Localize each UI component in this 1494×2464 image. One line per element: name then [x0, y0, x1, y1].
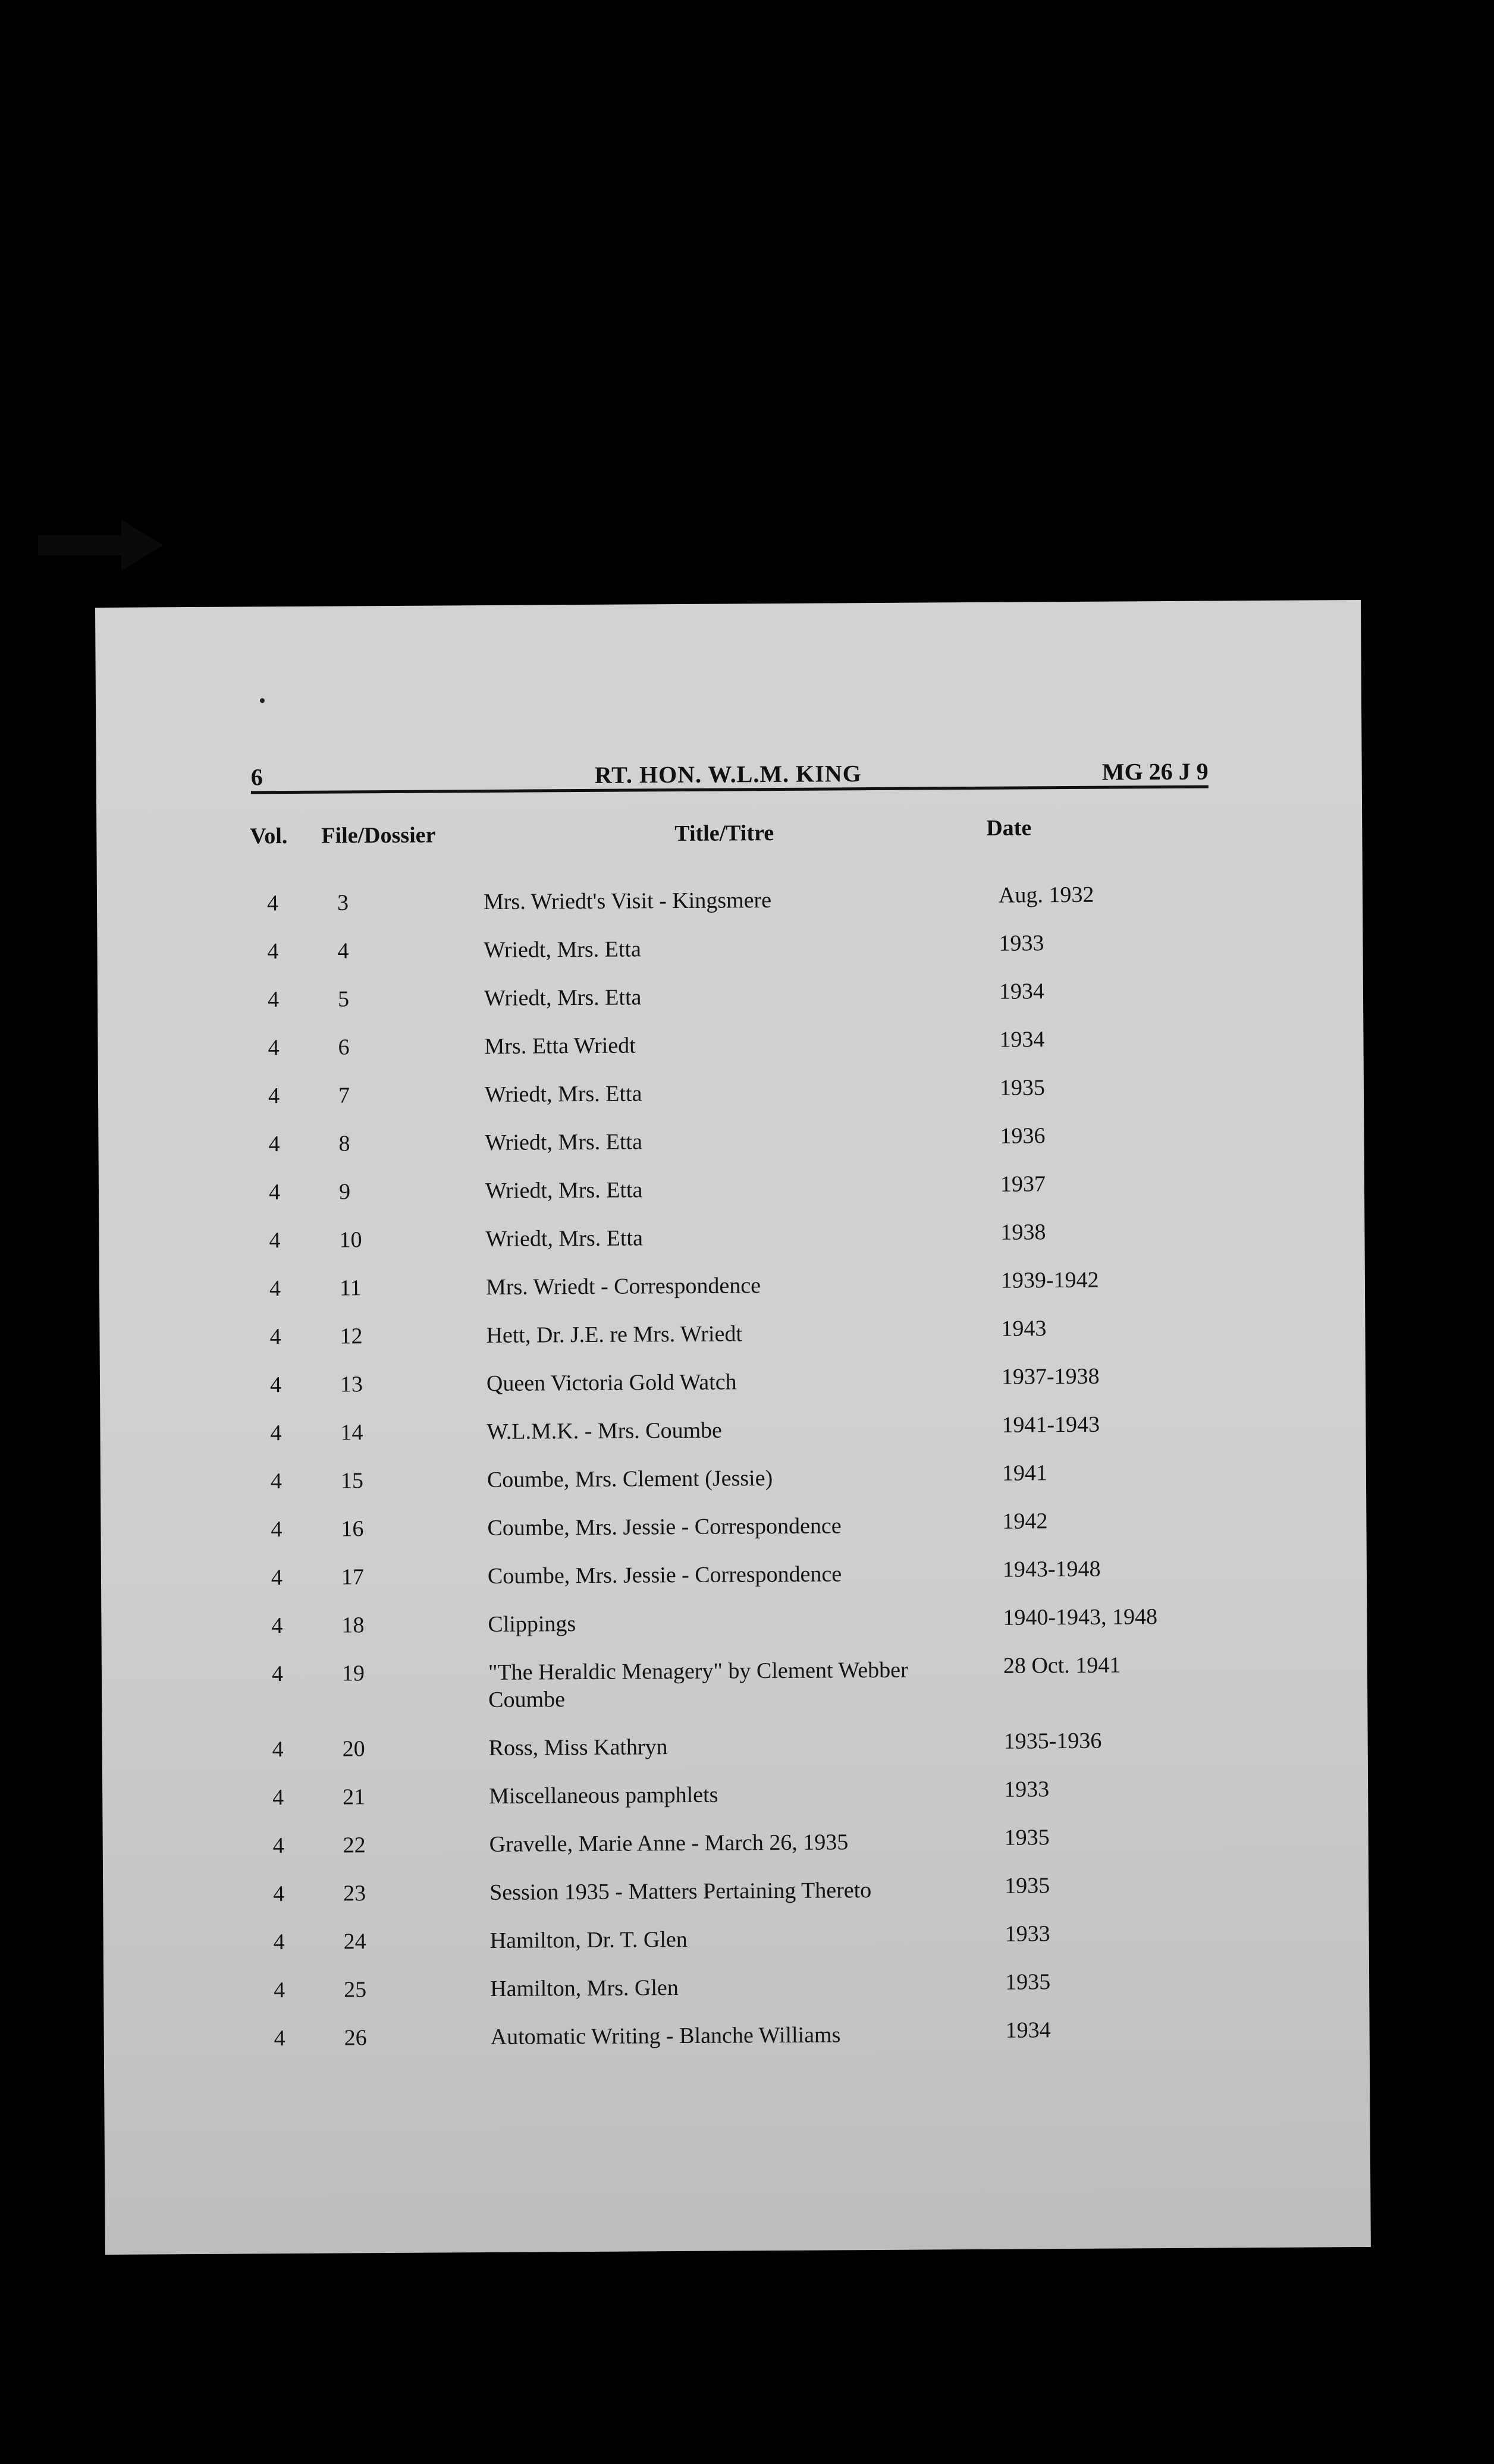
table-row — [97, 883, 1363, 939]
title-cell: Wriedt, Mrs. Etta — [485, 1177, 643, 1204]
table-row — [103, 1825, 1369, 1881]
vol-cell: 4 — [269, 1324, 281, 1350]
file-cell: 22 — [343, 1833, 366, 1858]
title-cell: Mrs. Wriedt - Correspondence — [485, 1273, 761, 1300]
vol-cell: 4 — [272, 1833, 284, 1859]
vol-cell: 4 — [268, 1180, 281, 1205]
table-row — [98, 1124, 1364, 1180]
paper-speck — [260, 698, 265, 703]
file-cell: 6 — [338, 1035, 350, 1060]
table-row — [101, 1605, 1367, 1661]
date-cell: 28 Oct. 1941 — [1003, 1652, 1121, 1679]
table-row — [101, 1461, 1366, 1517]
title-cell: Wriedt, Mrs. Etta — [484, 1081, 642, 1108]
table-row — [101, 1557, 1367, 1613]
table-row — [101, 1509, 1366, 1565]
title-cell: Wriedt, Mrs. Etta — [485, 1129, 643, 1156]
title-cell: Coumbe, Mrs. Jessie - Correspondence — [487, 1513, 842, 1541]
vol-cell: 4 — [269, 1276, 281, 1302]
title-cell: Gravelle, Marie Anne - March 26, 1935 — [489, 1830, 849, 1857]
vol-cell: 4 — [272, 1785, 284, 1811]
date-cell: 1937-1938 — [1001, 1363, 1100, 1390]
date-cell: 1943 — [1001, 1316, 1047, 1341]
file-cell: 7 — [338, 1083, 350, 1108]
date-cell: 1942 — [1002, 1508, 1048, 1534]
file-cell: 15 — [340, 1468, 364, 1494]
table-row — [100, 1413, 1366, 1469]
date-cell: 1938 — [1000, 1220, 1046, 1245]
file-cell: 16 — [341, 1516, 364, 1542]
vol-cell: 4 — [269, 1372, 282, 1398]
vol-cell: 4 — [273, 1881, 285, 1907]
date-cell: 1933 — [999, 931, 1044, 956]
vol-cell: 4 — [268, 1035, 280, 1061]
column-header-file: File/Dossier — [321, 822, 436, 848]
file-cell: 4 — [337, 938, 349, 964]
title-cell: Hamilton, Mrs. Glen — [490, 1975, 679, 2001]
file-cell: 12 — [340, 1324, 363, 1349]
fonds-reference: MG 26 J 9 — [1101, 758, 1209, 785]
file-cell: 13 — [340, 1372, 363, 1397]
vol-cell: 4 — [272, 1737, 284, 1762]
title-cell: Queen Victoria Gold Watch — [486, 1369, 737, 1397]
file-cell: 17 — [341, 1564, 365, 1590]
file-cell: 18 — [341, 1613, 365, 1638]
table-row — [97, 931, 1363, 987]
title-cell: Ross, Miss Kathryn — [488, 1734, 668, 1761]
table-row — [98, 979, 1363, 1035]
title-cell: Coumbe, Mrs. Clement (Jessie) — [487, 1466, 773, 1493]
title-cell: Mrs. Etta Wriedt — [484, 1033, 636, 1060]
table-row — [98, 1027, 1363, 1083]
vol-cell: 4 — [270, 1420, 282, 1446]
vol-cell: 4 — [271, 1517, 283, 1542]
table-row — [102, 1777, 1368, 1833]
title-cell: Wriedt, Mrs. Etta — [485, 1225, 644, 1252]
date-cell: 1935 — [1004, 1825, 1050, 1850]
title-cell: Clippings — [488, 1611, 576, 1637]
title-cell: Coumbe, Mrs. Jessie - Correspondence — [487, 1561, 842, 1589]
title-cell: Wriedt, Mrs. Etta — [484, 936, 642, 963]
table-row — [98, 1076, 1364, 1132]
date-cell: 1936 — [1000, 1123, 1046, 1149]
vol-cell: 4 — [274, 1978, 285, 2003]
title-cell: Hett, Dr. J.E. re Mrs. Wriedt — [486, 1321, 743, 1349]
table-row — [99, 1220, 1364, 1276]
title-cell: Wriedt, Mrs. Etta — [484, 985, 642, 1011]
file-list — [97, 883, 1370, 2074]
table-row — [104, 2018, 1370, 2074]
file-cell: 14 — [340, 1420, 363, 1445]
file-cell: 3 — [337, 890, 349, 916]
table-row — [100, 1365, 1366, 1420]
file-cell: 11 — [339, 1275, 362, 1301]
vol-cell: 4 — [269, 1228, 281, 1253]
vol-cell: 4 — [271, 1613, 283, 1639]
vol-cell: 4 — [267, 987, 280, 1013]
date-cell: 1935-1936 — [1003, 1728, 1102, 1754]
file-cell: 20 — [342, 1736, 365, 1762]
date-cell: 1933 — [1005, 1921, 1050, 1947]
vol-cell: 4 — [268, 1083, 280, 1109]
column-header-date: Date — [986, 815, 1032, 841]
file-cell: 25 — [344, 1977, 367, 2003]
table-row — [103, 1922, 1369, 1978]
file-cell: 26 — [344, 2025, 367, 2051]
date-cell: 1943-1948 — [1002, 1556, 1101, 1582]
table-row — [103, 1874, 1369, 1929]
date-cell: 1940-1943, 1948 — [1003, 1604, 1158, 1630]
vol-cell: 4 — [273, 1929, 285, 1955]
date-cell: 1934 — [999, 979, 1045, 1004]
file-cell: 19 — [341, 1661, 365, 1686]
title-cell: "The Heraldic Menagery" by Clement Webber Coumbe — [488, 1657, 908, 1712]
page-title: RT. HON. W.L.M. KING — [594, 760, 862, 788]
title-cell: Hamilton, Dr. T. Glen — [489, 1926, 688, 1953]
file-cell: 5 — [337, 986, 350, 1012]
vol-cell: 4 — [274, 2026, 285, 2051]
table-row — [99, 1268, 1365, 1324]
vol-cell: 4 — [270, 1469, 283, 1494]
document-page — [95, 600, 1371, 2255]
title-cell: Miscellaneous pamphlets — [489, 1782, 718, 1809]
date-cell: 1941 — [1002, 1460, 1048, 1486]
title-cell: W.L.M.K. - Mrs. Coumbe — [487, 1418, 723, 1445]
date-cell: 1934 — [1005, 2017, 1051, 2043]
date-cell: Aug. 1932 — [998, 882, 1094, 908]
table-row — [99, 1172, 1364, 1228]
title-cell: Automatic Writing - Blanche Williams — [490, 2022, 841, 2050]
date-cell: 1939-1942 — [1000, 1267, 1099, 1293]
date-cell: 1935 — [999, 1075, 1046, 1101]
vol-cell: 4 — [271, 1661, 284, 1687]
column-header-title: Title/Titre — [674, 821, 774, 847]
page-number: 6 — [250, 763, 263, 791]
date-cell: 1933 — [1004, 1777, 1050, 1802]
table-row — [102, 1729, 1368, 1785]
file-cell: 24 — [343, 1929, 366, 1954]
date-cell: 1941-1943 — [1002, 1412, 1100, 1438]
vol-cell: 4 — [266, 891, 279, 916]
date-cell: 1937 — [1000, 1171, 1046, 1197]
file-cell: 23 — [343, 1881, 366, 1906]
vol-cell: 4 — [267, 939, 279, 964]
table-row — [103, 1970, 1369, 2026]
title-cell: Mrs. Wriedt's Visit - Kingsmere — [483, 888, 772, 915]
table-row — [102, 1654, 1368, 1737]
table-row — [99, 1316, 1365, 1372]
file-cell: 10 — [339, 1227, 362, 1253]
file-cell: 21 — [343, 1784, 366, 1810]
vol-cell: 4 — [268, 1132, 280, 1157]
column-header-vol: Vol. — [250, 824, 288, 849]
date-cell: 1935 — [1005, 1873, 1050, 1899]
vol-cell: 4 — [271, 1565, 283, 1591]
file-cell: 8 — [338, 1131, 350, 1156]
pointer-arrow-icon — [38, 520, 163, 571]
file-cell: 9 — [338, 1179, 351, 1205]
page-header — [251, 752, 1209, 794]
title-cell: Session 1935 - Matters Pertaining Thereto — [489, 1878, 872, 1905]
date-cell: 1935 — [1005, 1969, 1051, 1995]
date-cell: 1934 — [999, 1027, 1045, 1052]
